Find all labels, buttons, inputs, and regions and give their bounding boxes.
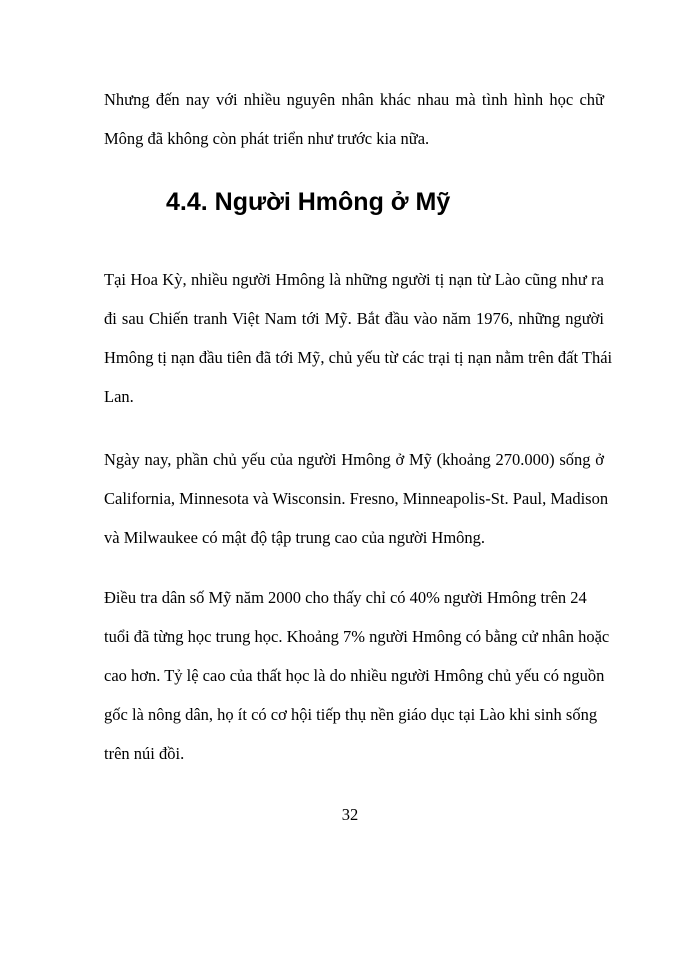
text-line: Lan.: [104, 387, 134, 406]
text-line: Tại Hoa Kỳ, nhiều người Hmông là những người tị nạn từ Lào cũng như ra: [104, 270, 604, 289]
text-line: Nhưng đến nay với nhiều nguyên nhân khác nhau mà tình hình học chữ: [104, 90, 604, 109]
text-line: Điều tra dân số Mỹ năm 2000 cho thấy chỉ có 40% người Hmông trên 24: [104, 588, 587, 607]
text-line: Hmông tị nạn đầu tiên đã tới Mỹ, chủ yếu từ các trại tị nạn nằm trên đất Thái: [104, 348, 613, 367]
text-line: và Milwaukee có mật độ tập trung cao của người Hmông.: [104, 528, 486, 547]
section-heading: 4.4. Người Hmông ở Mỹ: [166, 188, 451, 216]
text-line: California, Minnesota và Wisconsin. Fresno, Minneapolis-St. Paul, Madison: [104, 489, 609, 508]
paragraph-intro: [104, 90, 604, 168]
text-line: Mông đã không còn phát triển như trước kia nữa.: [104, 129, 430, 148]
paragraph-population: [104, 450, 609, 567]
paragraph-refugees: [104, 270, 613, 426]
paragraph-census: [104, 588, 610, 783]
text-line: trên núi đồi.: [104, 744, 185, 763]
page-number: 32: [341, 805, 359, 824]
text-line: tuổi đã từng học trung học. Khoảng 7% người Hmông có bằng cử nhân hoặc: [104, 627, 610, 646]
text-line: Ngày nay, phần chủ yếu của người Hmông ở Mỹ (khoảng 270.000) sống ở: [104, 450, 604, 469]
text-line: gốc là nông dân, họ ít có cơ hội tiếp thụ nền giáo dục tại Lào khi sinh sống: [104, 705, 598, 724]
text-line: đi sau Chiến tranh Việt Nam tới Mỹ. Bắt đầu vào năm 1976, những người: [104, 309, 604, 328]
text-line: cao hơn. Tỷ lệ cao của thất học là do nhiều người Hmông chủ yếu có nguồn: [104, 666, 605, 685]
